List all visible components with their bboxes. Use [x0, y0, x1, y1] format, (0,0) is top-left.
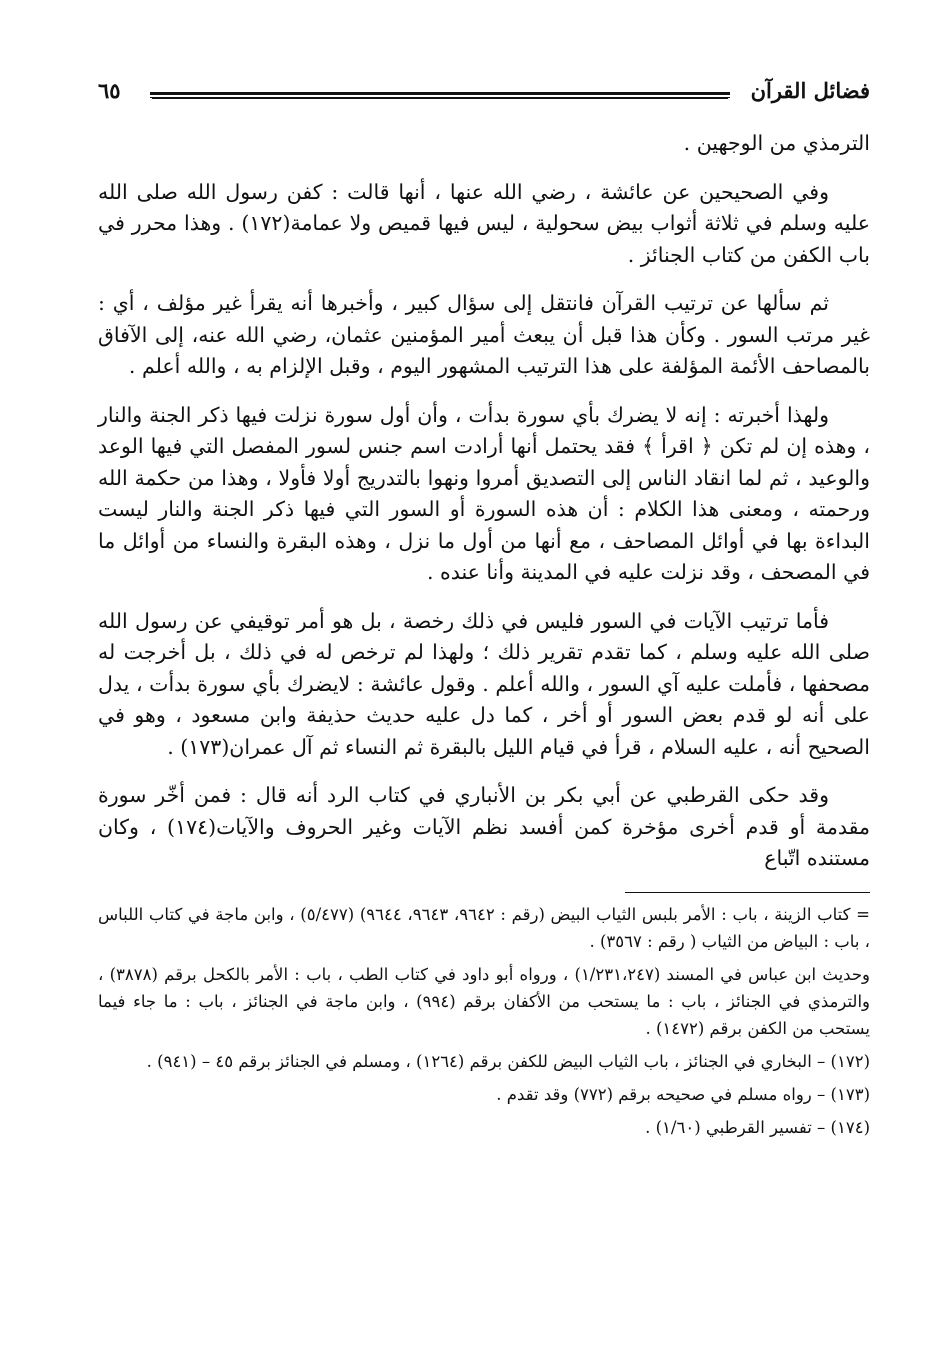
paragraph-1: الترمذي من الوجهين .	[683, 131, 870, 155]
main-text	[98, 128, 870, 875]
footnote-continuation: = كتاب الزينة ، باب : الأمر بلبس الثياب البيض (رقم : ٩٦٤٢، ٩٦٤٣، ٩٦٤٤) (٥/٤٧٧) ، وابن ماجة في كتاب اللباس ، باب : البياض من الثياب ( رقم : ٣٥٦٧) .	[98, 904, 870, 951]
page-number: ٦٥	[98, 78, 121, 103]
footnote-separator	[625, 892, 870, 893]
footnote-174: (١٧٤) – تفسير القرطبي (١/٦٠) .	[645, 1117, 870, 1137]
paragraph-2: وفي الصحيحين عن عائشة ، رضي الله عنها ، أنها قالت : كفن رسول الله صلى الله عليه وسلم في ثلاثة أثواب بيض سحولية ، ليس فيها قميص ولا عمامة(١٧٢) . وهذا محرر في باب الكفن من كتاب الجنائز .	[98, 179, 871, 267]
footnote-172: (١٧٢) – البخاري في الجنائز ، باب الثياب البيض للكفن برقم (١٢٦٤) ، ومسلم في الجنائز برقم ٤٥ – (٩٤١) .	[146, 1051, 870, 1071]
footnote-173: (١٧٣) – رواه مسلم في صحيحه برقم (٧٧٢) وقد تقدم .	[496, 1084, 870, 1104]
paragraph-6: وقد حكى القرطبي عن أبي بكر بن الأنباري في كتاب الرد أنه قال : فمن أخّر سورة مقدمة أو قدم أخرى مؤخرة كمن أفسد نظم الآيات وغير الحروف والآيات(١٧٤) ، وكان مستنده اتّباع	[98, 783, 871, 870]
paragraph-3: ثم سألها عن ترتيب القرآن فانتقل إلى سؤال كبير ، وأخبرها أنه يقرأ غير مؤلف ، أي : غير مرتب السور . وكأن هذا قبل أن يبعث أمير المؤمنين عثمان، رضي الله عنه، إلى الآفاق بالمصاحف الأئمة المؤلفة على هذا الترتيب المشهور اليوم ، وقبل الإلزام به ، والله أعلم .	[98, 291, 870, 378]
header-rule	[150, 92, 730, 98]
book-page	[98, 70, 870, 1320]
footnotes	[98, 901, 870, 1141]
paragraph-4: ولهذا أخبرته : إنه لا يضرك بأي سورة بدأت ، وأن أول سورة نزلت فيها ذكر الجنة والنار ، وهذه إن لم تكن ﴿ اقرأ ﴾ فقد يحتمل أنها أرادت اسم جنس لسور المفصل التي فيها الوعد والوعيد ، ثم لما انقاد الناس إلى التصديق أمروا ونهوا بالتدريج أولا فأولا ، وهذا من حكمة الله ورحمته ، ومعنى هذا الكلام : أن هذه السورة أو السور التي فيها ذكر الجنة والنار ليست البداءة بها في أوائل المصاحف ، مع أنها من أول ما نزل ، وهذه البقرة والنساء من أوائل ما في المصحف ، وقد نزلت عليه في المدينة وأنا عنده .	[98, 402, 870, 584]
running-title: فضائل القرآن	[750, 78, 870, 103]
paragraph-5: فأما ترتيب الآيات في السور فليس في ذلك رخصة ، بل هو أمر توقيفي عن رسول الله صلى الله عليه وسلم ، كما تقدم تقرير ذلك ؛ ولهذا لم ترخص له في ذلك ، بل أخرجت له مصحفها ، فأملت عليه آي السور ، والله أعلم . وقول عائشة : لايضرك بأي سورة بدأت ، يدل على أنه لو قدم بعض السور أو أخر ، كما دل عليه حديث حذيفة وابن مسعود ، وهو في الصحيح أنه ، عليه السلام ، قرأ في قيام الليل بالبقرة ثم النساء ثم آل عمران(١٧٣) .	[98, 608, 870, 759]
footnote-continuation-2: وحديث ابن عباس في المسند (١/٢٣١،٢٤٧) ، ورواه أبو داود في كتاب الطب ، باب : الأمر بالكحل برقم (٣٨٧٨) ، والترمذي في الجنائز ، باب : ما يستحب من الأكفان برقم (٩٩٤) ، وابن ماجة في الجنائز ، باب : ما جاء فيما يستحب من الكفن برقم (١٤٧٢) .	[98, 964, 870, 1038]
page-header	[98, 70, 870, 116]
